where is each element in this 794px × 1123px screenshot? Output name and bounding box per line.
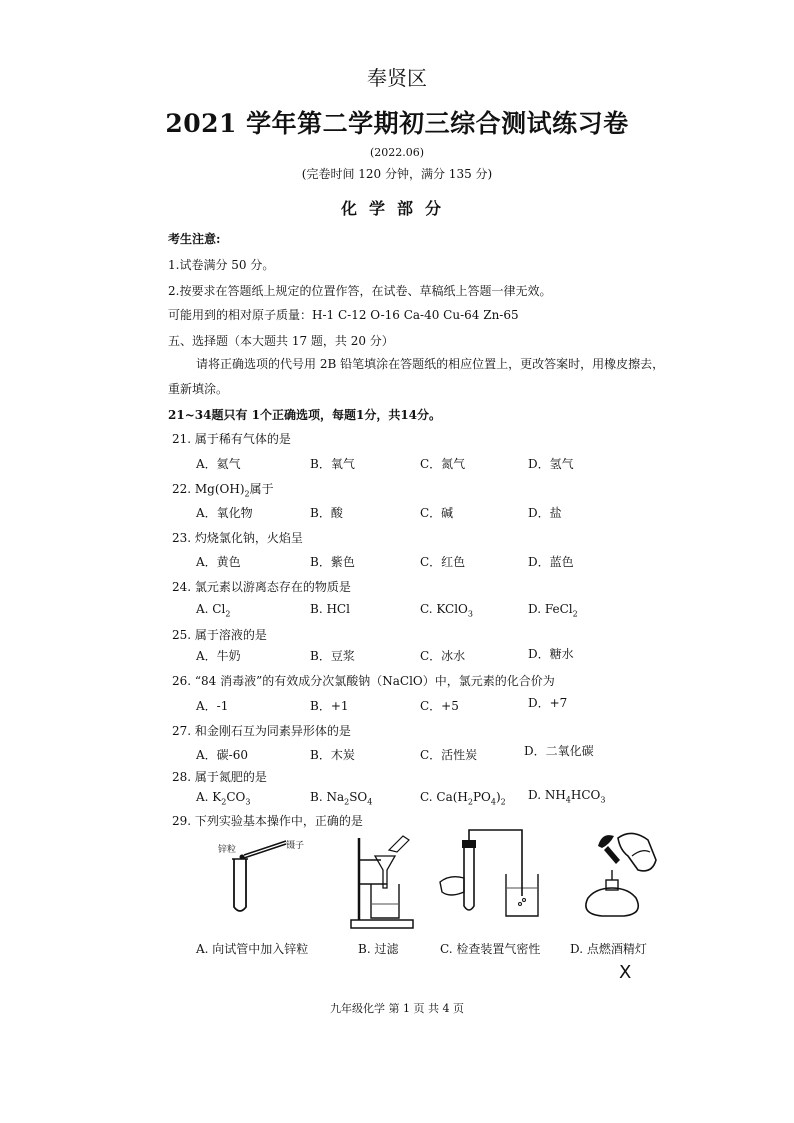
- q25-option-a: A．牛奶: [196, 649, 241, 663]
- q24-option-a: A. $Cl_2$: [196, 602, 231, 619]
- fig-a-label-zinc: 锌粒: [218, 845, 237, 855]
- fig-b-filtration-apparatus: [345, 832, 425, 932]
- q24-option-c: C. KClO$_3$: [420, 602, 473, 619]
- exam-time-score: (完卷时间 120 分钟，满分 135 分): [301, 167, 493, 181]
- q25-option-b: B．豆浆: [310, 649, 355, 663]
- handwritten-x-mark: X: [619, 962, 632, 983]
- district-name: 奉贤区: [367, 66, 427, 90]
- q29-option-d: D. 点燃酒精灯: [570, 942, 647, 956]
- q28-option-a: A. $K_2CO_3$: [196, 790, 251, 807]
- q24-option-b: B. HCl: [310, 602, 350, 616]
- q28-stem: 28. 属于氮肥的是: [172, 770, 267, 784]
- q25-stem: 25. 属于溶液的是: [172, 628, 267, 642]
- q22-option-d: D．盐: [528, 506, 562, 520]
- q27-option-b: B．木炭: [310, 748, 355, 762]
- part5-instruction-2: 重新填涂。: [168, 382, 229, 396]
- q25-option-d: D．糖水: [528, 647, 574, 661]
- q28-option-b: B. $Na_2SO_4$: [310, 790, 373, 807]
- q22-option-c: C．碱: [420, 506, 454, 520]
- part5-sub-heading: 21~34题只有 1个正确选项，每题1分，共14分。: [168, 408, 442, 422]
- fig-a-test-tube-zinc: [220, 835, 310, 925]
- exam-date: (2022.06): [369, 146, 425, 159]
- part5-heading: 五、选择题（本大题共 17 题，共 20 分）: [168, 334, 394, 348]
- note-item-2: 2.按要求在答题纸上规定的位置作答，在试卷、草稿纸上答题一律无效。: [168, 284, 552, 298]
- notes-heading: 考生注意:: [168, 232, 221, 246]
- q22-stem: 22. $Mg(OH)_2$属于: [172, 482, 274, 499]
- q26-option-b: B．+1: [310, 699, 349, 713]
- q23-option-d: D．蓝色: [528, 555, 574, 569]
- q23-option-b: B．紫色: [310, 555, 355, 569]
- note-item-1: 1.试卷满分 50 分。: [168, 258, 275, 272]
- q29-option-c: C. 检查装置气密性: [440, 942, 541, 956]
- q22-option-b: B．酸: [310, 506, 343, 520]
- exam-title: 2021 学年第二学期初三综合测试练习卷: [165, 109, 629, 138]
- fig-c-airtightness-check: [436, 826, 546, 926]
- atomic-masses: 可能用到的相对原子质量：H-1 C-12 O-16 Ca-40 Cu-64 Zn-65: [168, 308, 519, 322]
- q21-option-d: D．氢气: [528, 457, 574, 471]
- q26-stem: 26. “84 消毒液”的有效成分次氯酸钠（NaClO）中，氯元素的化合价为: [172, 674, 555, 688]
- q25-option-c: C．冰水: [420, 649, 466, 663]
- q26-option-d: D．+7: [528, 696, 568, 710]
- q22-option-a: A．氧化物: [196, 506, 253, 520]
- q28-option-c: C. $Ca(H_2PO_4)_2$: [420, 790, 506, 807]
- page-footer: 九年级化学 第 1 页 共 4 页: [330, 1002, 464, 1015]
- q21-option-c: C．氮气: [420, 457, 466, 471]
- q28-option-d: D. $NH_4HCO_3$: [528, 788, 606, 805]
- q27-option-d: D．二氧化碳: [524, 744, 594, 758]
- q29-option-a: A. 向试管中加入锌粒: [196, 942, 309, 956]
- q24-stem: 24. 氯元素以游离态存在的物质是: [172, 580, 351, 594]
- fig-d-alcohol-lamp: [572, 826, 662, 922]
- q23-option-c: C．红色: [420, 555, 466, 569]
- q27-stem: 27. 和金刚石互为同素异形体的是: [172, 724, 351, 738]
- q27-option-c: C．活性炭: [420, 748, 478, 762]
- q21-option-a: A．氦气: [196, 457, 241, 471]
- q21-stem: 21. 属于稀有气体的是: [172, 432, 291, 446]
- fig-a-label-tweezers: 镊子: [286, 841, 305, 851]
- q23-stem: 23. 灼烧氯化钠，火焰呈: [172, 531, 303, 545]
- section-title: 化学部分: [340, 199, 453, 218]
- q27-option-a: A．碳-60: [196, 748, 248, 762]
- q26-option-c: C．+5: [420, 699, 459, 713]
- part5-instruction-1: 请将正确选项的代号用 2B 铅笔填涂在答题纸的相应位置上，更改答案时，用橡皮擦去，: [196, 357, 665, 371]
- q23-option-a: A．黄色: [196, 555, 241, 569]
- q29-option-b: B. 过滤: [358, 942, 399, 956]
- q26-option-a: A．-1: [196, 699, 229, 713]
- q21-option-b: B．氧气: [310, 457, 355, 471]
- q24-option-d: D. FeCl$_2$: [528, 602, 578, 619]
- q29-stem: 29. 下列实验基本操作中，正确的是: [172, 814, 363, 828]
